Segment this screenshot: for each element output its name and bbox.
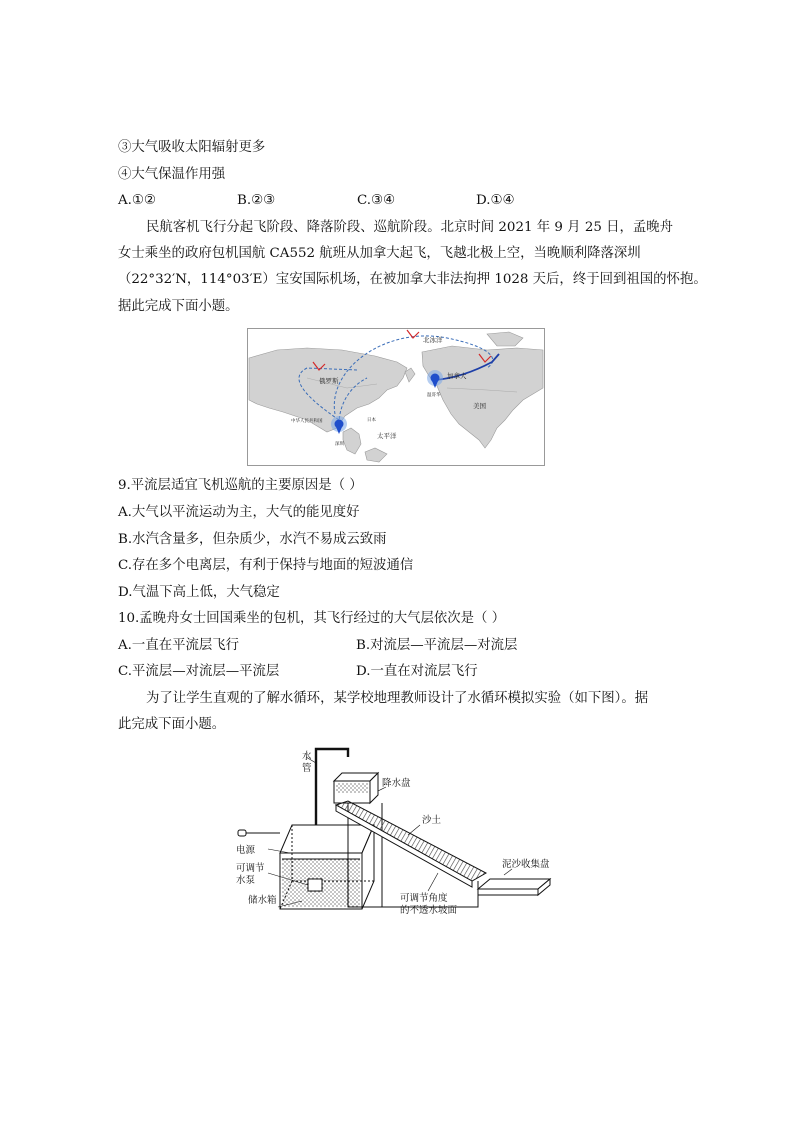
label-russia: 俄罗斯 <box>319 377 339 385</box>
q8-option-a: A.①② <box>118 193 156 208</box>
label-pump-1: 可调节 <box>236 863 265 874</box>
water-pump <box>308 879 322 891</box>
q10-option-a: A.一直在平流层飞行 <box>118 638 240 653</box>
flight-route-map <box>247 328 545 466</box>
label-power: 电源 <box>236 845 256 856</box>
passage1-line-2: 女士乘坐的政府包机国航 CA552 航班从加拿大起飞，飞越北极上空，当晚顺利降落深圳 <box>118 246 641 261</box>
label-usa: 美国 <box>473 402 486 410</box>
q10-option-c: C.平流层—对流层—平流层 <box>118 664 280 679</box>
passage1-line-4: 据此完成下面小题。 <box>118 299 239 314</box>
power-plug <box>238 830 246 836</box>
label-pacific: 太平洋 <box>377 432 397 440</box>
label-china: 中华人民共和国 <box>291 419 323 424</box>
sediment-tray <box>478 879 550 895</box>
passage2-line-1: 为了让学生直观的了解水循环，某学校地理教师设计了水循环模拟实验（如下图）。据 <box>146 691 649 706</box>
passage1-line-1: 民航客机飞行分起飞阶段、降落阶段、巡航阶段。北京时间 2021 年 9 月 25 日，孟晚舟 <box>146 220 674 235</box>
label-shenzhen: 深圳 <box>335 442 344 447</box>
label-slope-1: 可调节角度 <box>400 893 448 904</box>
q8-option-d: D.①④ <box>476 193 515 208</box>
q8-item-3: ③大气吸收太阳辐射更多 <box>118 140 266 155</box>
q8-item-4: ④大气保温作用强 <box>118 167 226 182</box>
label-vancouver: 温哥华 <box>427 393 441 398</box>
label-tank: 储水箱 <box>248 895 277 906</box>
q8-option-c: C.③④ <box>357 193 396 208</box>
label-pipe-2: 管 <box>302 763 312 774</box>
label-sand: 沙土 <box>422 815 442 826</box>
passage1-line-3: （22°32′N，114°03′E）宝安国际机场，在被加拿大非法拘押 1028 天后，终于回到祖国的怀抱。 <box>118 272 707 287</box>
q10-option-d: D.一直在对流层飞行 <box>356 664 478 679</box>
label-arctic: 北冰洋 <box>423 336 443 344</box>
label-rain-tray: 降水盘 <box>382 778 411 789</box>
label-slope-2: 的不透水坡面 <box>400 905 458 916</box>
q9-option-d: D.气温下高上低，大气稳定 <box>118 585 280 600</box>
label-collector: 泥沙收集盘 <box>502 859 550 870</box>
q10-option-b: B.对流层—平流层—对流层 <box>356 638 518 653</box>
label-canada: 加拿大 <box>447 372 467 380</box>
q8-option-b: B.②③ <box>237 193 276 208</box>
q9-option-a: A.大气以平流运动为主，大气的能见度好 <box>118 505 360 520</box>
label-pipe-1: 水 <box>302 751 312 762</box>
label-japan: 日本 <box>367 418 376 423</box>
storage-tank <box>280 825 374 909</box>
passage2-line-2: 此完成下面小题。 <box>118 717 226 732</box>
label-pump-2: 水泵 <box>236 875 256 886</box>
q9-option-b: B.水汽含量多，但杂质少，水汽不易成云致雨 <box>118 532 387 547</box>
q9-stem: 9.平流层适宜飞机巡航的主要原因是（ ） <box>118 478 363 493</box>
q10-stem: 10.孟晚舟女士回国乘坐的包机，其飞行经过的大气层依次是（ ） <box>118 611 506 626</box>
water-cycle-diagram <box>232 741 562 923</box>
q9-option-c: C.存在多个电离层，有利于保持与地面的短波通信 <box>118 558 414 573</box>
